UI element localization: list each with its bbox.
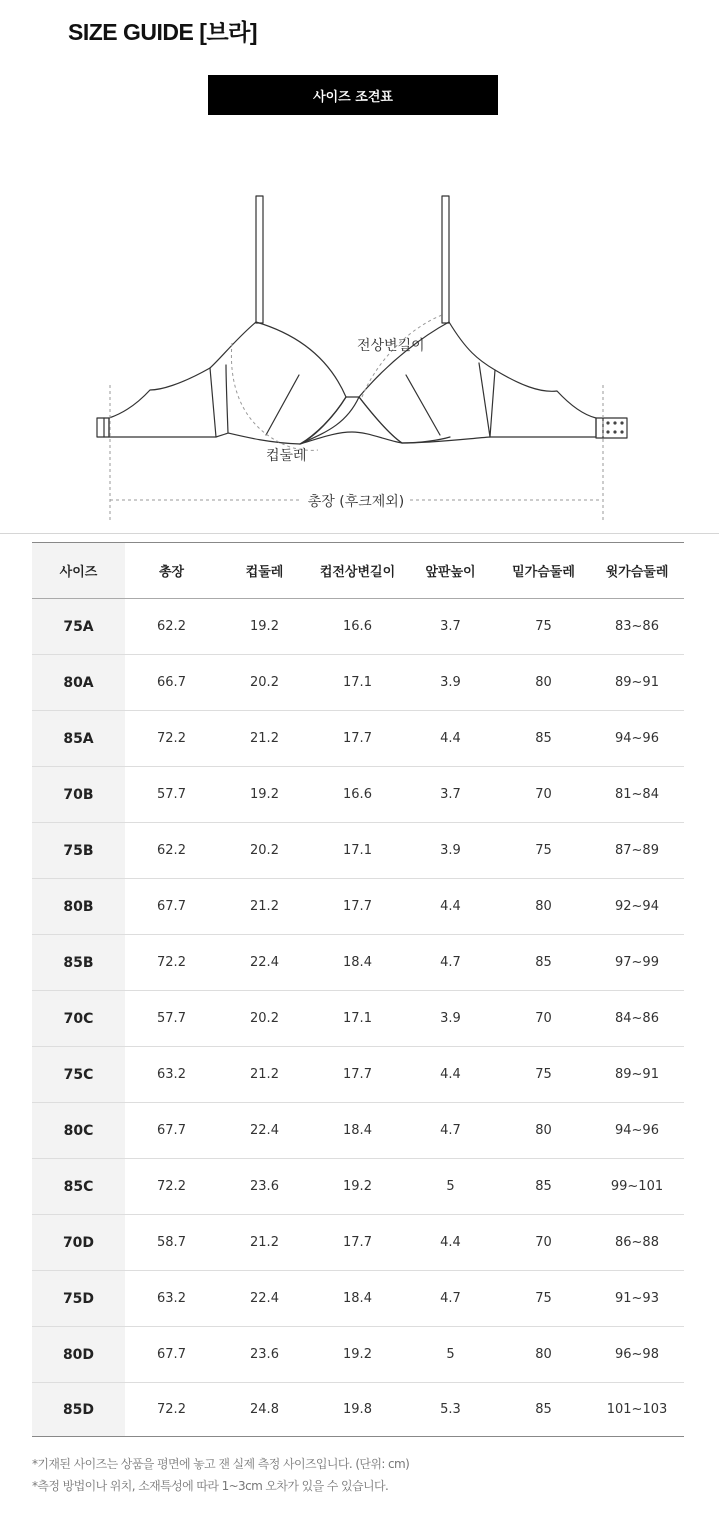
table-cell: 99~101 (590, 1159, 684, 1215)
table-cell: 18.4 (311, 1103, 404, 1159)
section-divider (0, 533, 719, 534)
size-cell: 85C (32, 1159, 125, 1215)
left-strap (256, 196, 263, 323)
size-cell: 70C (32, 991, 125, 1047)
table-cell: 58.7 (125, 1215, 218, 1271)
table-cell: 4.4 (404, 879, 497, 935)
total-length-label: 총장 (후크제외) (307, 494, 405, 510)
table-cell: 72.2 (125, 1383, 218, 1437)
top-edge-measure-line (362, 315, 442, 397)
table-row (32, 655, 684, 711)
table-cell: 19.2 (218, 767, 311, 823)
size-cell: 75B (32, 823, 125, 879)
table-cell: 21.2 (218, 1047, 311, 1103)
table-row (32, 1103, 684, 1159)
table-cell: 17.1 (311, 823, 404, 879)
table-cell: 72.2 (125, 1159, 218, 1215)
table-cell: 80 (497, 879, 590, 935)
note: *측정 방법이나 위치, 소재특성에 따라 1~3cm 오차가 있을 수 있습니다. (32, 1479, 389, 1493)
table-cell: 96~98 (590, 1327, 684, 1383)
table-cell: 70 (497, 767, 590, 823)
table-cell: 18.4 (311, 935, 404, 991)
table-cell: 87~89 (590, 823, 684, 879)
left-cup-outline (228, 322, 346, 444)
size-chart-banner: 사이즈 조견표 (208, 75, 498, 115)
header-front-height: 앞판높이 (404, 543, 497, 599)
table-cell: 75 (497, 1047, 590, 1103)
table-cell: 17.1 (311, 991, 404, 1047)
table-row (32, 991, 684, 1047)
table-cell: 20.2 (218, 823, 311, 879)
top-edge-label: 전상변길이 (357, 338, 425, 354)
table-cell: 85 (497, 1159, 590, 1215)
table-cell: 4.7 (404, 1103, 497, 1159)
table-cell: 17.1 (311, 655, 404, 711)
table-cell: 89~91 (590, 655, 684, 711)
left-hook-tab (97, 418, 109, 437)
size-cell: 80D (32, 1327, 125, 1383)
table-cell: 94~96 (590, 1103, 684, 1159)
table-cell: 89~91 (590, 1047, 684, 1103)
bra-diagram (0, 185, 719, 525)
table-cell: 57.7 (125, 767, 218, 823)
table-row (32, 1215, 684, 1271)
table-cell: 67.7 (125, 1327, 218, 1383)
table-cell: 17.7 (311, 879, 404, 935)
table-cell: 80 (497, 1103, 590, 1159)
table-cell: 5.3 (404, 1383, 497, 1437)
table-cell: 85 (497, 935, 590, 991)
table-cell: 20.2 (218, 655, 311, 711)
table-cell: 4.7 (404, 935, 497, 991)
cup-measure-line (231, 343, 318, 450)
table-cell: 80 (497, 1327, 590, 1383)
table-cell: 97~99 (590, 935, 684, 991)
right-strap (442, 196, 449, 323)
header-size: 사이즈 (32, 543, 125, 599)
header-bust: 윗가슴둘레 (590, 543, 684, 599)
size-cell: 75C (32, 1047, 125, 1103)
center-gore (300, 397, 359, 444)
table-cell: 67.7 (125, 1103, 218, 1159)
table-cell: 86~88 (590, 1215, 684, 1271)
table-cell: 72.2 (125, 711, 218, 767)
table-row (32, 1271, 684, 1327)
table-cell: 94~96 (590, 711, 684, 767)
table-cell: 17.7 (311, 711, 404, 767)
table-cell: 18.4 (311, 1271, 404, 1327)
table-cell: 3.9 (404, 655, 497, 711)
table-row (32, 823, 684, 879)
header-cup: 컵둘레 (218, 543, 311, 599)
size-cell: 75D (32, 1271, 125, 1327)
table-cell: 85 (497, 711, 590, 767)
table-cell: 4.4 (404, 711, 497, 767)
table-row (32, 599, 684, 655)
table-cell: 22.4 (218, 1271, 311, 1327)
size-cell: 85D (32, 1383, 125, 1437)
table-cell: 3.7 (404, 767, 497, 823)
table-cell: 85 (497, 1383, 590, 1437)
note: *기재된 사이즈는 상품을 평면에 놓고 잰 실제 측정 사이즈입니다. (단위: cm) (32, 1457, 410, 1471)
table-cell: 19.8 (311, 1383, 404, 1437)
table-cell: 75 (497, 823, 590, 879)
table-cell: 66.7 (125, 655, 218, 711)
table-row (32, 711, 684, 767)
size-cell: 75A (32, 599, 125, 655)
table-cell: 24.8 (218, 1383, 311, 1437)
table-cell: 21.2 (218, 1215, 311, 1271)
table-row (32, 935, 684, 991)
notes (32, 1453, 409, 1497)
table-row (32, 879, 684, 935)
table-cell: 3.9 (404, 991, 497, 1047)
table-header-row (32, 543, 684, 599)
size-cell: 80A (32, 655, 125, 711)
table-cell: 57.7 (125, 991, 218, 1047)
table-cell: 16.6 (343, 619, 372, 634)
table-cell: 84~86 (590, 991, 684, 1047)
table-cell: 4.7 (404, 1271, 497, 1327)
table-cell: 70 (497, 991, 590, 1047)
table-cell: 75 (497, 1271, 590, 1327)
size-cell: 70D (32, 1215, 125, 1271)
table-cell: 63.2 (125, 1047, 218, 1103)
table-cell: 22.4 (218, 935, 311, 991)
table-cell: 21.2 (218, 879, 311, 935)
table-cell: 5 (404, 1327, 497, 1383)
size-cell: 85A (32, 711, 125, 767)
table-cell: 72.2 (125, 935, 218, 991)
size-cell: 70B (32, 767, 125, 823)
table-cell: 17.7 (311, 1215, 404, 1271)
table-row (32, 1327, 684, 1383)
table-cell: 19.2 (250, 619, 279, 634)
cup-label: 컵둘레 (266, 448, 307, 464)
table-cell: 3.9 (404, 823, 497, 879)
table-cell: 80 (497, 655, 590, 711)
table-row (32, 767, 684, 823)
table-cell: 22.4 (218, 1103, 311, 1159)
page-title: SIZE GUIDE [브라] (68, 19, 257, 45)
table-cell: 5 (404, 1159, 497, 1215)
table-cell: 19.2 (311, 1327, 404, 1383)
table-cell: 92~94 (590, 879, 684, 935)
size-cell: 80C (32, 1103, 125, 1159)
table-cell: 20.2 (218, 991, 311, 1047)
table-cell: 3.7 (440, 619, 461, 634)
table-cell: 81~84 (590, 767, 684, 823)
table-cell: 23.6 (218, 1327, 311, 1383)
table-cell: 21.2 (218, 711, 311, 767)
header-underbust: 밑가슴둘레 (497, 543, 590, 599)
table-cell: 4.4 (404, 1215, 497, 1271)
size-cell: 80B (32, 879, 125, 935)
table-cell: 91~93 (590, 1271, 684, 1327)
table-cell: 4.4 (404, 1047, 497, 1103)
right-hook-tab (596, 418, 627, 438)
table-row (32, 1383, 684, 1437)
header-cup-top-edge: 컵전상변길이 (311, 543, 404, 599)
table-row (32, 1047, 684, 1103)
table-cell: 16.6 (311, 767, 404, 823)
table-cell: 83~86 (615, 619, 659, 634)
table-cell: 23.6 (218, 1159, 311, 1215)
header-total-length: 총장 (125, 543, 218, 599)
table-cell: 101~103 (590, 1383, 684, 1437)
table-cell: 75 (535, 619, 552, 634)
table-cell: 67.7 (125, 879, 218, 935)
table-cell: 70 (497, 1215, 590, 1271)
table-cell: 17.7 (311, 1047, 404, 1103)
size-cell: 85B (32, 935, 125, 991)
table-row (32, 1159, 684, 1215)
table-cell: 19.2 (311, 1159, 404, 1215)
size-table (32, 542, 684, 1437)
table-cell: 62.2 (125, 823, 218, 879)
table-cell: 63.2 (125, 1271, 218, 1327)
table-cell: 62.2 (157, 619, 186, 634)
